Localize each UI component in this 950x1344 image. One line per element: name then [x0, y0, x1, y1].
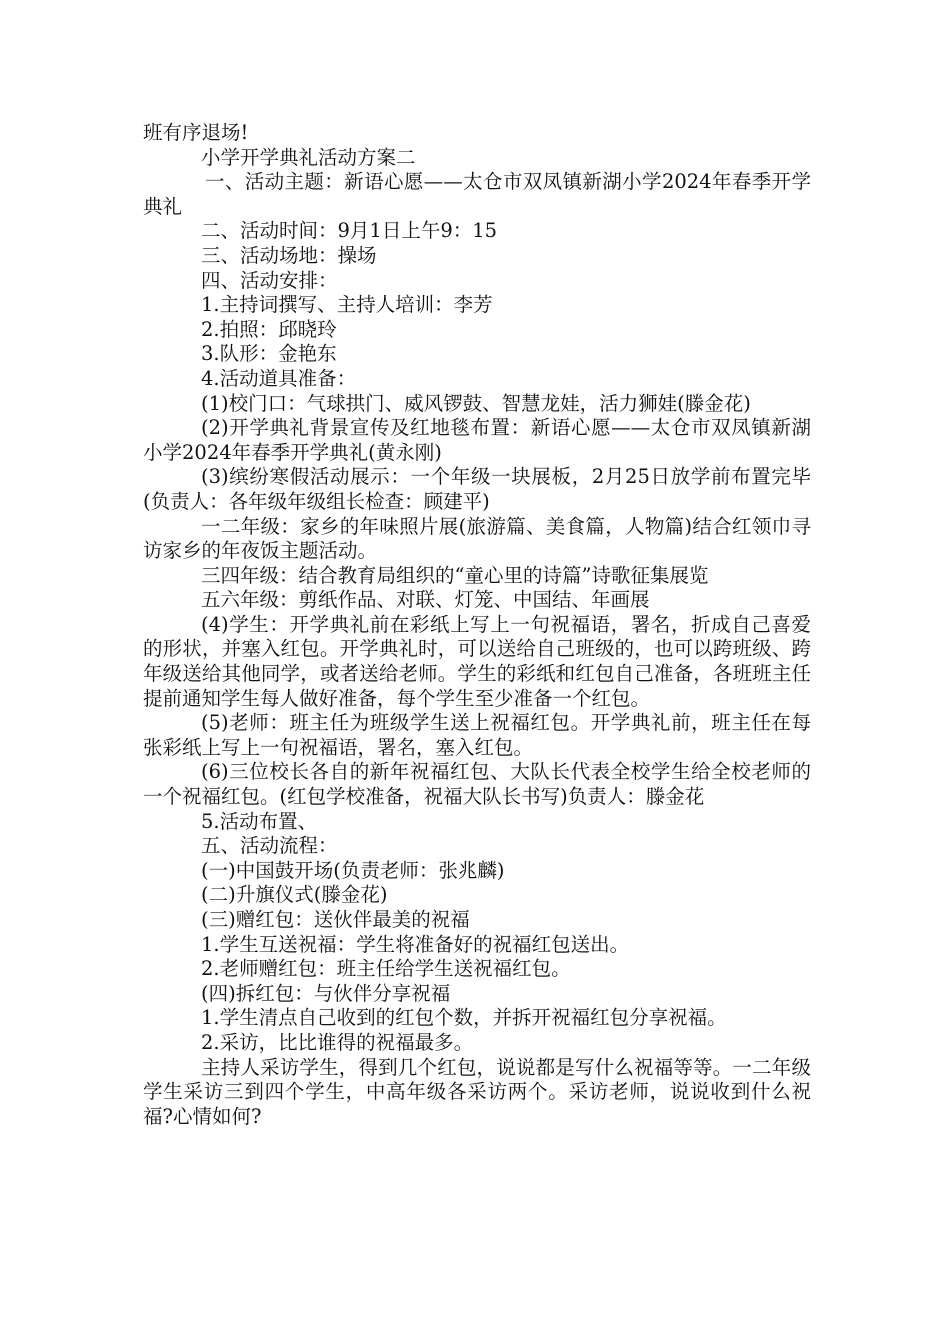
list-item: (4)学生：开学典礼前在彩纸上写上一句祝福语，署名，折成自己喜爱的形状，并塞入红包。开学典礼时，可以送给自己班级的，也可以跨班级、跨年级送给其他同学，或者送给老师。学生的彩纸和红包自己准备，各班班主任提前通知学生每人做好准备，每个学生至少准备一个红包。	[143, 612, 811, 710]
list-item: 三四年级：结合教育局组织的“童心里的诗篇”诗歌征集展览	[201, 563, 709, 587]
list-item: (四)拆红包：与伙伴分享祝福	[201, 981, 451, 1005]
paragraph-venue: 三、活动场地：操场	[201, 243, 377, 267]
list-item: (1)校门口：气球拱门、威风锣鼓、智慧龙娃，活力狮娃(滕金花)	[201, 391, 751, 415]
list-item: 1.学生互送祝福：学生将准备好的祝福红包送出。	[201, 932, 630, 956]
list-item: (二)升旗仪式(滕金花)	[201, 883, 388, 907]
list-item: 一二年级：家乡的年味照片展(旅游篇、美食篇，人物篇)结合红领巾寻访家乡的年夜饭主题活动。	[143, 514, 811, 563]
document-page	[143, 121, 811, 1129]
list-item: (6)三位校长各自的新年祝福红包、大队长代表全校学生给全校老师的一个祝福红包。(红包学校准备，祝福大队长书写)负责人：滕金花	[143, 760, 811, 809]
list-item: (2)开学典礼背景宣传及红地毯布置：新语心愿——太仓市双凤镇新湖小学2024年春季开学典礼(黄永刚)	[143, 416, 811, 464]
paragraph-interview: 主持人采访学生，得到几个红包，说说都是写什么祝福等等。一二年级学生采访三到四个学生，中高年级各采访两个。采访老师，说说收到什么祝福?心情如何?	[143, 1055, 811, 1128]
list-item: 2.拍照：邱晓玲	[201, 317, 337, 341]
list-item: (3)缤纷寒假活动展示：一个年级一块展板，2月25日放学前布置完毕(负责人：各年级年级组长检查：顾建平)	[143, 465, 811, 513]
list-item: 五六年级：剪纸作品、对联、灯笼、中国结、年画展	[201, 588, 650, 612]
list-item: 2.老师赠红包：班主任给学生送祝福红包。	[201, 957, 571, 981]
paragraph-1: 班有序退场!	[143, 121, 249, 144]
list-item: 4.活动道具准备：	[201, 366, 357, 390]
list-item: 5.活动布置、	[201, 809, 318, 833]
paragraph-arrangement: 四、活动安排：	[201, 268, 338, 292]
list-item: 2.采访，比比谁得的祝福最多。	[201, 1030, 474, 1054]
list-item: 1.主持词撰写、主持人培训：李芳	[201, 293, 493, 317]
paragraph-time: 二、活动时间：9月1日上午9：15	[201, 219, 498, 243]
list-item: (5)老师：班主任为班级学生送上祝福红包。开学典礼前，班主任在每张彩纸上写上一句祝福语，署名，塞入红包。	[143, 711, 811, 759]
section-title: 小学开学典礼活动方案二	[201, 145, 416, 169]
paragraph-process: 五、活动流程：	[201, 834, 338, 858]
list-item: 1.学生清点自己收到的红包个数，并拆开祝福红包分享祝福。	[201, 1006, 727, 1030]
list-item: (一)中国鼓开场(负责老师：张兆麟)	[201, 858, 505, 882]
list-item: (三)赠红包：送伙伴最美的祝福	[201, 908, 470, 931]
list-item: 3.队形：金艳东	[201, 342, 337, 366]
paragraph-theme: 一、活动主题：新语心愿——太仓市双凤镇新湖小学2024年春季开学典礼	[143, 170, 811, 218]
